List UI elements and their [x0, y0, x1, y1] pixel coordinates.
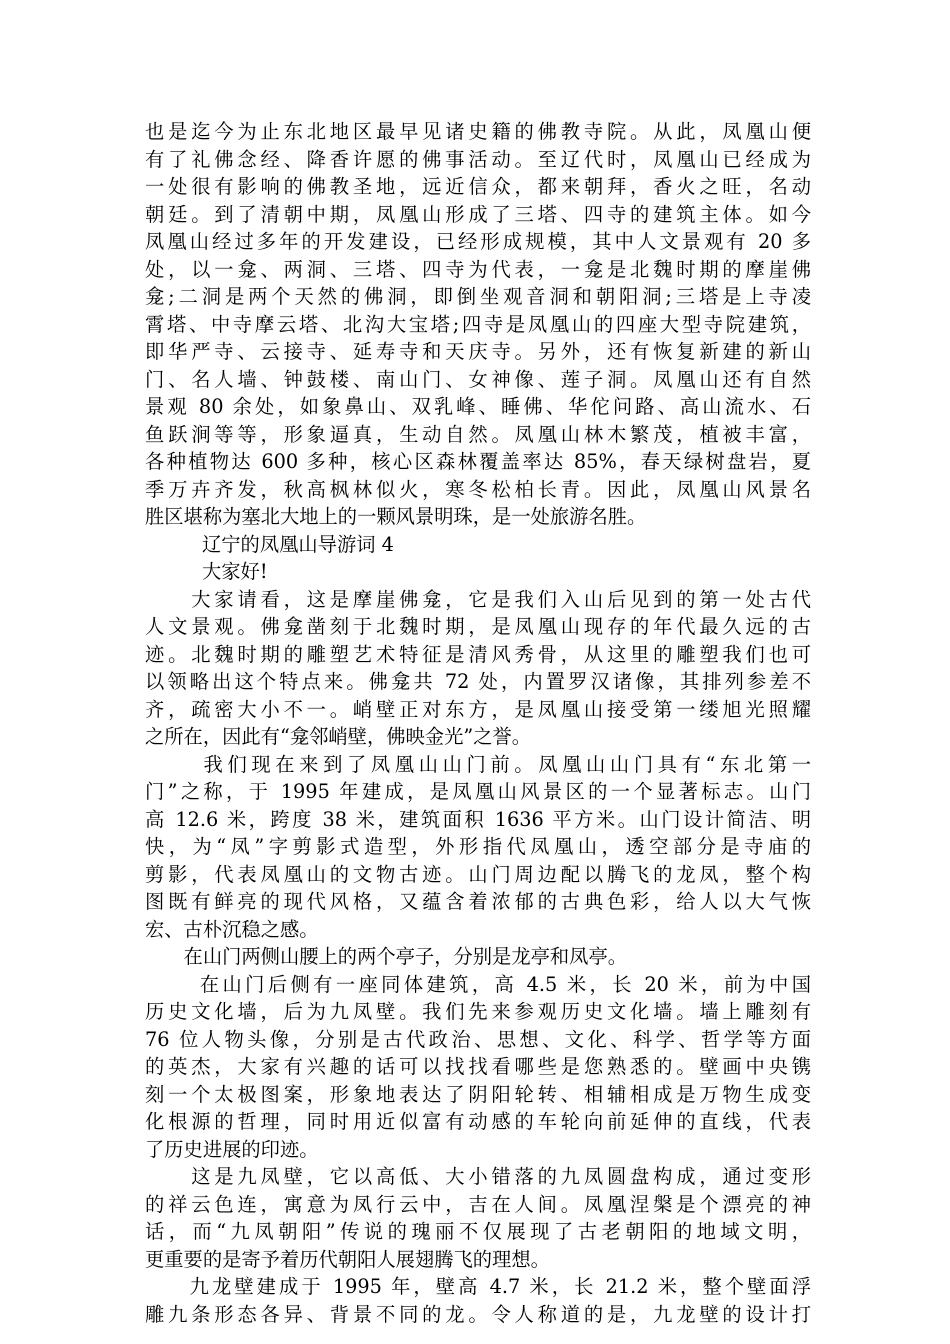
- text-line: 胜区堪称为塞北大地上的一颗风景明珠，是一处旅游名胜。: [145, 505, 647, 528]
- text-line: 以领略出这个特点来。佛龛共 72 处，内置罗汉诸像，其排列参差不: [145, 670, 811, 693]
- text-line: 之所在，因此有“龛邻峭壁，佛映金光”之誉。: [145, 725, 532, 748]
- text-line: 的祥云色连，寓意为凤行云中，吉在人间。凤凰涅槃是个漂亮的神: [145, 1192, 811, 1216]
- text-line: 处，以一龛、两洞、三塔、四寺为代表，一龛是北魏时期的摩崖佛: [145, 257, 811, 281]
- text-line: 剪影，代表凤凰山的文物古迹。山门周边配以腾飞的龙凤，整个构: [145, 862, 811, 886]
- paragraph-mountain-gate: [145, 751, 811, 944]
- text-line: 景观 80 余处，如象鼻山、双乳峰、睡佛、华佗问路、高山流水、石: [145, 395, 811, 418]
- text-line: 九龙壁建成于 1995 年，壁高 4.7 米，长 21.2 米，整个壁面浮: [145, 1275, 811, 1298]
- text-line: 季万卉齐发，秋高枫林似火，寒冬松柏长青。因此，凤凰山风景名: [145, 477, 811, 501]
- section-heading: 辽宁的凤凰山导游词 4: [202, 532, 394, 556]
- text-line: 的英杰，大家有兴趣的话可以找找看哪些是您熟悉的。壁画中央镌: [145, 1055, 811, 1078]
- paragraph-pavilions: [145, 943, 811, 971]
- text-line: 这是九凤壁，它以高低、大小错落的九凤圆盘构成，通过变形: [145, 1165, 811, 1188]
- text-line: 我们现在来到了凤凰山山门前。凤凰山山门具有“东北第一: [145, 752, 811, 776]
- text-line: 雕九条形态各异、背景不同的龙。令人称道的是，九龙壁的设计打: [145, 1302, 811, 1326]
- text-line: 也是迄今为止东北地区最早见诸史籍的佛教寺院。从此，凤凰山便: [145, 120, 811, 143]
- text-line: 凤凰山经过多年的开发建设，已经形成规模，其中人文景观有 20 多: [145, 230, 811, 253]
- text-line: 了历史进展的印迹。: [145, 1137, 319, 1161]
- text-line: 化根源的哲理，同时用近似富有动感的车轮向前延伸的直线，代表: [145, 1110, 811, 1133]
- paragraph-history: [145, 118, 811, 531]
- greeting: 大家好!: [202, 560, 268, 583]
- text-line: 图既有鲜亮的现代风格，又蕴含着浓郁的古典色彩，给人以大气恢: [145, 890, 811, 913]
- text-line: 快，为“凤”字剪影式造型，外形指代凤凰山，透空部分是寺庙的: [145, 835, 811, 858]
- text-line: 高 12.6 米，跨度 38 米，建筑面积 1636 平方米。山门设计简洁、明: [145, 807, 811, 831]
- paragraph-culture-wall: [145, 971, 811, 1164]
- text-line: 更重要的是寄予着历代朝阳人展翅腾飞的理想。: [145, 1247, 550, 1271]
- text-line: 大家请看，这是摩崖佛龛，它是我们入山后见到的第一处古代: [145, 587, 811, 611]
- document-page: [145, 118, 811, 1328]
- text-line: 各种植物达 600 多种，核心区森林覆盖率达 85%，春天绿树盘岩，夏: [145, 450, 811, 473]
- text-line: 鱼跃涧等等，形象逼真，生动自然。凤凰山林木繁茂，植被丰富，: [145, 422, 811, 446]
- text-line: 话，而“九凤朝阳”传说的瑰丽不仅展现了古老朝阳的地域文明，: [145, 1220, 811, 1243]
- text-line: 人文景观。佛龛凿刻于北魏时期，是凤凰山现存的年代最久远的古: [145, 615, 811, 638]
- text-line: 历史文化墙，后为九凤壁。我们先来参观历史文化墙。墙上雕刻有: [145, 1000, 811, 1023]
- text-line: 有了礼佛念经、降香许愿的佛事活动。至辽代时，凤凰山已经成为: [145, 147, 811, 171]
- text-line: 门、名人墙、钟鼓楼、南山门、女神像、莲子洞。凤凰山还有自然: [145, 367, 811, 391]
- text-line: 门”之称，于 1995 年建成，是凤凰山风景区的一个显著标志。山门: [145, 780, 811, 803]
- text-line: 齐，疏密大小不一。峭壁正对东方，是凤凰山接受第一缕旭光照耀: [145, 697, 811, 721]
- text-line: 刻一个太极图案，形象地表达了阴阳轮转、相辅相成是万物生成变: [145, 1082, 811, 1106]
- text-line: 即华严寺、云接寺、延寿寺和天庆寺。另外，还有恢复新建的新山: [145, 340, 811, 363]
- text-line: 霄塔、中寺摩云塔、北沟大宝塔;四寺是凤凰山的四座大型寺院建筑，: [145, 312, 811, 336]
- text-line: 在山门后侧有一座同体建筑，高 4.5 米，长 20 米，前为中国: [145, 972, 811, 996]
- paragraph-nine-dragon-wall: [145, 1273, 811, 1328]
- text-line: 宏、古朴沉稳之感。: [145, 917, 319, 941]
- paragraph-buddha-niche: [145, 586, 811, 751]
- text-line: 迹。北魏时期的雕塑艺术特征是清风秀骨，从这里的雕塑我们也可: [145, 642, 811, 666]
- text-line: 龛;二洞是两个天然的佛洞，即倒坐观音洞和朝阳洞;三塔是上寺凌: [145, 285, 811, 308]
- text-line: 76 位人物头像，分别是古代政治、思想、文化、科学、哲学等方面: [145, 1027, 811, 1051]
- paragraph-nine-phoenix-wall: [145, 1163, 811, 1273]
- text-line: 一处很有影响的佛教圣地，远近信众，都来朝拜，香火之旺，名动: [145, 175, 811, 198]
- text-line: 朝廷。到了清朝中期，凤凰山形成了三塔、四寺的建筑主体。如今: [145, 202, 811, 226]
- text-line: 在山门两侧山腰上的两个亭子，分别是龙亭和凤亭。: [145, 945, 628, 968]
